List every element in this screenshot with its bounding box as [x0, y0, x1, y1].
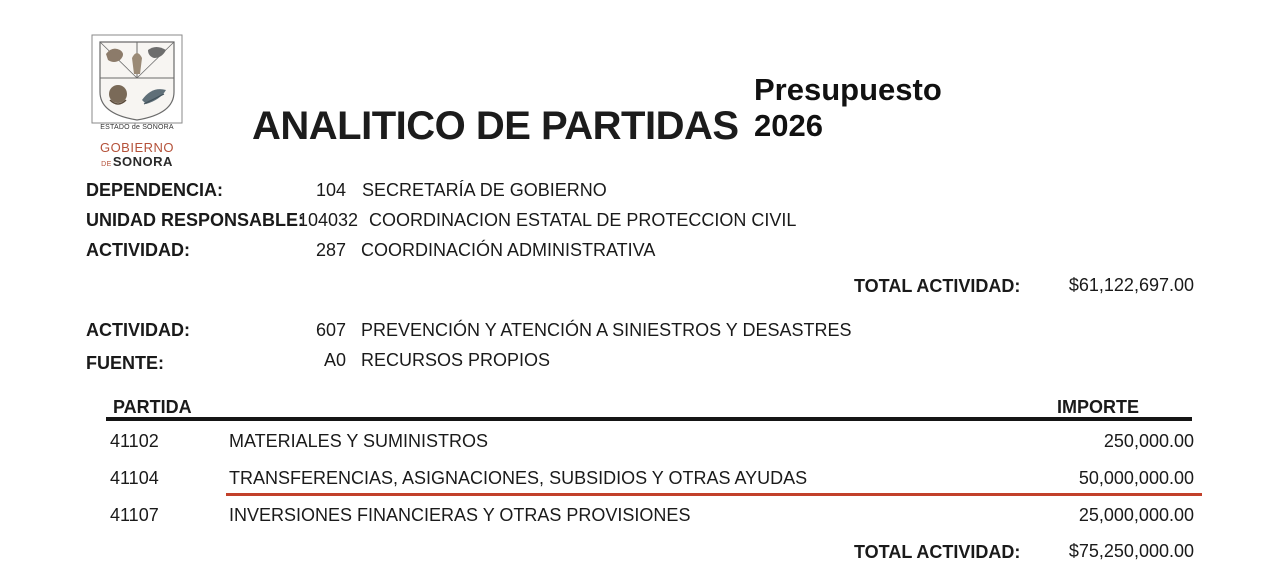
presupuesto-year: 2026: [754, 108, 823, 143]
fuente-name: RECURSOS PROPIOS: [361, 350, 551, 370]
partida-code: 41107: [110, 505, 159, 525]
actividad-code-1: 287: [315, 240, 346, 260]
partida-importe: 250,000.00: [1103, 431, 1194, 451]
coat-of-arms-icon: [90, 34, 184, 124]
fuente-code: A0: [323, 350, 346, 370]
partida-importe: 25,000,000.00: [1078, 505, 1194, 525]
partida-code: 41102: [110, 431, 159, 451]
actividad-name-2: PREVENCIÓN Y ATENCIÓN A SINIESTROS Y DESASTRES: [361, 320, 852, 340]
presupuesto-block: [754, 72, 942, 144]
partida-code: 41104: [110, 468, 159, 488]
actividad-label-1: ACTIVIDAD:: [86, 240, 190, 260]
gobierno-sonora-logo: [90, 34, 184, 174]
fuente-label: FUENTE:: [86, 353, 164, 373]
unidad-label: UNIDAD RESPONSABLE:: [86, 210, 305, 230]
logo-de-text: DE: [101, 161, 112, 168]
partida-concepto: INVERSIONES FINANCIERAS Y OTRAS PROVISIONES: [229, 505, 691, 525]
unidad-name: COORDINACION ESTATAL DE PROTECCION CIVIL: [369, 210, 797, 230]
logo-estado-text: ESTADO de SONORA: [100, 124, 174, 131]
total-actividad-label-2: TOTAL ACTIVIDAD:: [854, 542, 1021, 562]
presupuesto-label: Presupuesto: [754, 72, 942, 107]
logo-gobierno-text: GOBIERNO: [99, 140, 175, 155]
actividad-code-2: 607: [315, 320, 346, 340]
header-divider: [106, 417, 1192, 421]
page-title: ANALITICO DE PARTIDAS: [252, 104, 739, 148]
highlight-underline: [226, 493, 1202, 496]
partida-concepto: TRANSFERENCIAS, ASIGNACIONES, SUBSIDIOS Y OTRAS AYUDAS: [229, 468, 808, 488]
partida-concepto: MATERIALES Y SUMINISTROS: [229, 431, 489, 451]
total-actividad-amount-1: $61,122,697.00: [1068, 275, 1194, 295]
unidad-code: 104032: [298, 210, 359, 230]
partida-importe: 50,000,000.00: [1078, 468, 1194, 488]
logo-sonora-word: SONORA: [112, 154, 173, 169]
importe-header: IMPORTE: [1057, 397, 1140, 417]
partida-header: PARTIDA: [113, 397, 192, 417]
actividad-label-2: ACTIVIDAD:: [86, 320, 190, 340]
dependencia-label: DEPENDENCIA:: [86, 180, 224, 200]
actividad-name-1: COORDINACIÓN ADMINISTRATIVA: [361, 240, 656, 260]
dependencia-code: 104: [315, 180, 346, 200]
total-actividad-label-1: TOTAL ACTIVIDAD:: [854, 276, 1021, 296]
dependencia-name: SECRETARÍA DE GOBIERNO: [362, 180, 607, 200]
logo-sonora-text: [90, 154, 184, 169]
total-actividad-amount-2: $75,250,000.00: [1068, 541, 1194, 561]
